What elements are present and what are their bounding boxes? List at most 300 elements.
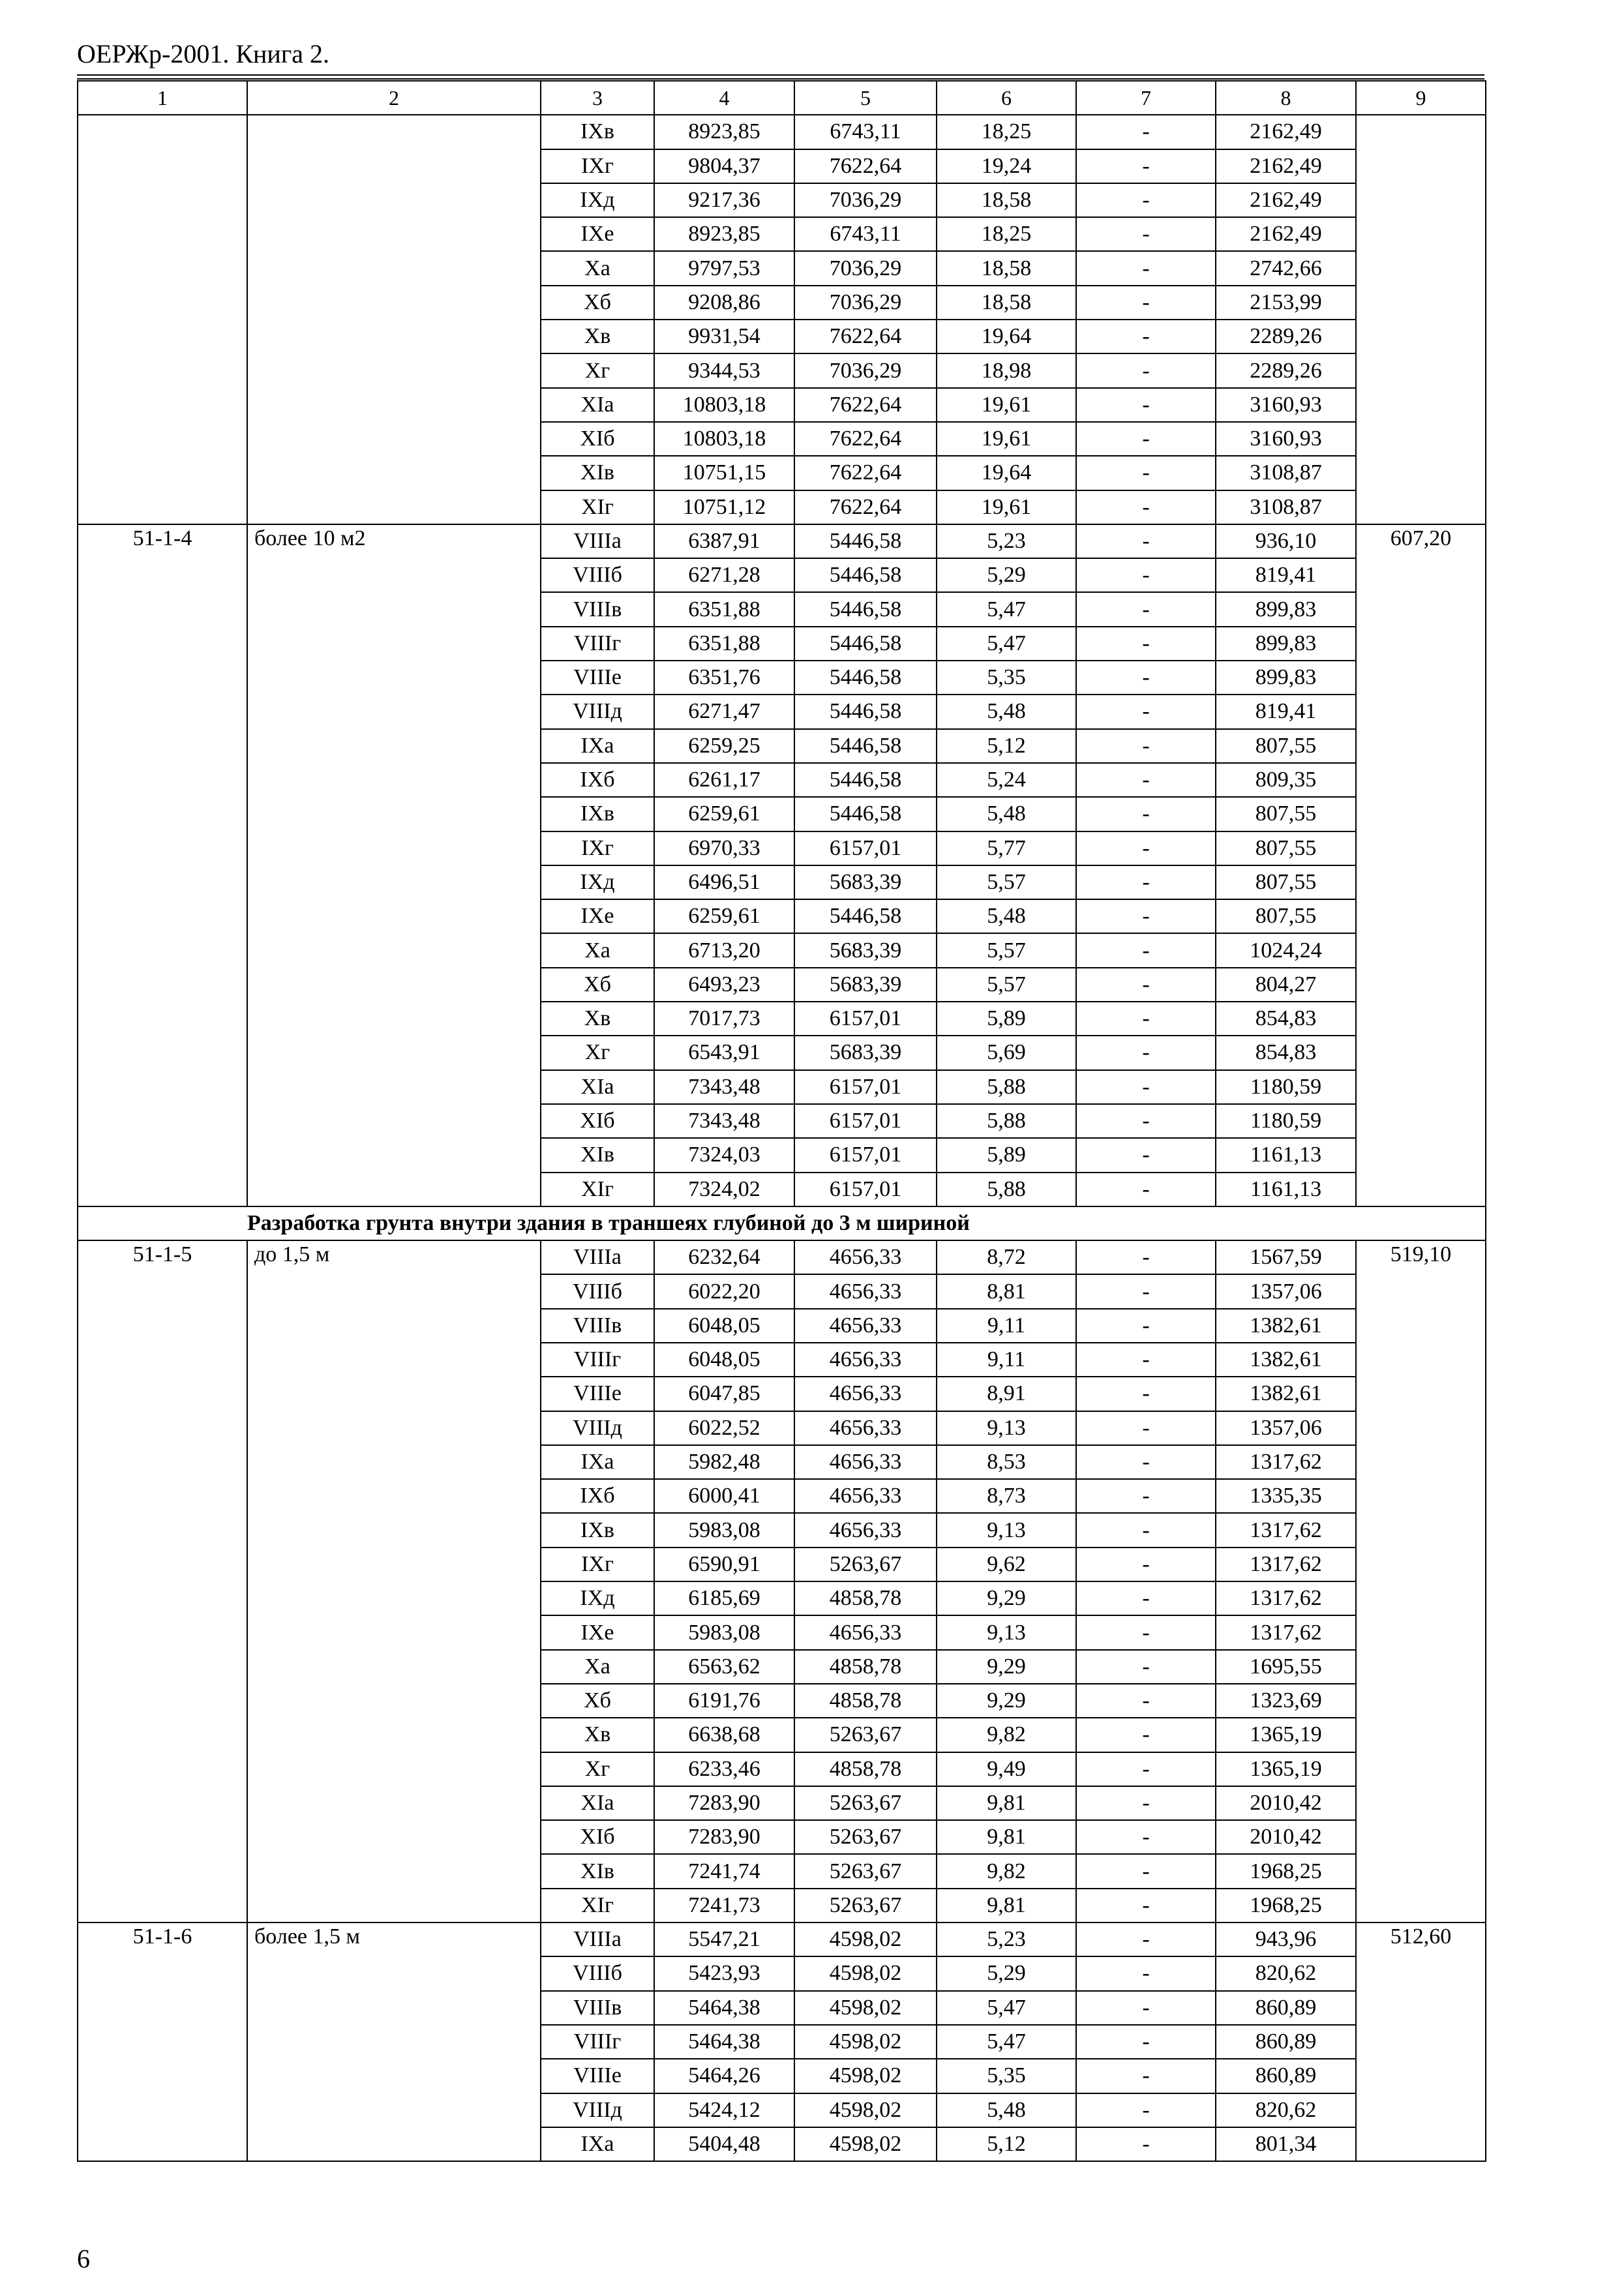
labor-cell: 5,47 — [937, 592, 1076, 626]
wages-cell: 7036,29 — [794, 353, 937, 387]
machine-cell: - — [1076, 217, 1216, 251]
labor-cell: 18,98 — [937, 353, 1076, 387]
labor-cell: 9,13 — [937, 1513, 1076, 1547]
labor-cell: 9,81 — [937, 1889, 1076, 1922]
wages-cell: 4598,02 — [794, 2093, 937, 2127]
wages-cell: 5446,58 — [794, 558, 937, 592]
grade-cell: IXа — [541, 729, 654, 763]
code-cell: 51-1-4 — [78, 524, 247, 1206]
cost-cell: 10803,18 — [654, 388, 794, 422]
machine-wages-cell: 820,62 — [1216, 2093, 1356, 2127]
grade-cell: IXе — [541, 217, 654, 251]
cost-cell: 6543,91 — [654, 1036, 794, 1070]
code-cell: 51-1-5 — [78, 1240, 247, 1922]
cost-cell: 9931,54 — [654, 320, 794, 353]
labor-cell: 9,13 — [937, 1615, 1076, 1649]
labor-cell: 8,81 — [937, 1274, 1076, 1308]
wages-cell: 6157,01 — [794, 1070, 937, 1104]
cost-cell: 6261,17 — [654, 763, 794, 797]
machine-wages-cell: 1317,62 — [1216, 1548, 1356, 1581]
grade-cell: IXе — [541, 1615, 654, 1649]
machine-cell: - — [1076, 968, 1216, 1002]
wages-cell: 4656,33 — [794, 1309, 937, 1343]
header-rule-top — [77, 74, 1484, 76]
machine-wages-cell: 1695,55 — [1216, 1650, 1356, 1684]
grade-cell: VIIIб — [541, 1956, 654, 1990]
machine-wages-cell: 807,55 — [1216, 831, 1356, 865]
machine-wages-cell: 1357,06 — [1216, 1411, 1356, 1445]
wages-cell: 7036,29 — [794, 183, 937, 217]
machine-wages-cell: 860,89 — [1216, 2025, 1356, 2059]
grade-cell: IXб — [541, 763, 654, 797]
grade-cell: VIIIа — [541, 524, 654, 558]
cost-cell: 6259,61 — [654, 797, 794, 831]
machine-wages-cell: 854,83 — [1216, 1036, 1356, 1070]
column-header: 3 — [541, 81, 654, 115]
cost-cell: 6048,05 — [654, 1309, 794, 1343]
grade-cell: VIIIб — [541, 1274, 654, 1308]
machine-cell: - — [1076, 1343, 1216, 1377]
machine-wages-cell: 807,55 — [1216, 797, 1356, 831]
labor-cell: 9,62 — [937, 1548, 1076, 1581]
wages-cell: 4858,78 — [794, 1752, 937, 1786]
machine-wages-cell: 2153,99 — [1216, 286, 1356, 320]
cost-cell: 6713,20 — [654, 933, 794, 967]
labor-cell: 5,24 — [937, 763, 1076, 797]
machine-wages-cell: 2010,42 — [1216, 1786, 1356, 1820]
machine-wages-cell: 1317,62 — [1216, 1513, 1356, 1547]
grade-cell: Xв — [541, 320, 654, 353]
grade-cell: VIIIв — [541, 1309, 654, 1343]
machine-wages-cell: 2162,49 — [1216, 149, 1356, 183]
grade-cell: IXв — [541, 115, 654, 149]
wages-cell: 7622,64 — [794, 149, 937, 183]
wages-cell: 4656,33 — [794, 1615, 937, 1649]
cost-cell: 6048,05 — [654, 1343, 794, 1377]
labor-cell: 19,61 — [937, 388, 1076, 422]
machine-cell: - — [1076, 1274, 1216, 1308]
cost-cell: 6047,85 — [654, 1377, 794, 1411]
labor-cell: 9,11 — [937, 1309, 1076, 1343]
wages-cell: 5446,58 — [794, 524, 937, 558]
machine-wages-cell: 899,83 — [1216, 661, 1356, 695]
cost-cell: 6590,91 — [654, 1548, 794, 1581]
labor-cell: 8,91 — [937, 1377, 1076, 1411]
wages-cell: 6157,01 — [794, 1138, 937, 1172]
wages-cell: 4656,33 — [794, 1479, 937, 1513]
machine-cell: - — [1076, 1513, 1216, 1547]
machine-cell: - — [1076, 2025, 1216, 2059]
labor-cell: 5,57 — [937, 968, 1076, 1002]
cost-cell: 7017,73 — [654, 1002, 794, 1036]
machine-wages-cell: 819,41 — [1216, 695, 1356, 728]
machine-cell: - — [1076, 1889, 1216, 1922]
machine-wages-cell: 1382,61 — [1216, 1343, 1356, 1377]
wages-cell: 5683,39 — [794, 1036, 937, 1070]
machine-cell: - — [1076, 1411, 1216, 1445]
machine-cell: - — [1076, 115, 1216, 149]
cost-cell: 6191,76 — [654, 1684, 794, 1718]
wages-cell: 5263,67 — [794, 1889, 937, 1922]
labor-cell: 5,48 — [937, 797, 1076, 831]
machine-cell: - — [1076, 1036, 1216, 1070]
column-header: 7 — [1076, 81, 1216, 115]
cost-cell: 6563,62 — [654, 1650, 794, 1684]
cost-cell: 6496,51 — [654, 865, 794, 899]
name-cell: более 1,5 м — [247, 1922, 541, 2161]
grade-cell: Xб — [541, 1684, 654, 1718]
wages-cell: 5446,58 — [794, 797, 937, 831]
machine-wages-cell: 1357,06 — [1216, 1274, 1356, 1308]
machine-cell: - — [1076, 1070, 1216, 1104]
cost-cell: 6233,46 — [654, 1752, 794, 1786]
machine-cell: - — [1076, 1445, 1216, 1479]
cost-cell: 5424,12 — [654, 2093, 794, 2127]
grade-cell: XIб — [541, 1820, 654, 1854]
machine-cell: - — [1076, 695, 1216, 728]
cost-cell: 6259,25 — [654, 729, 794, 763]
wages-cell: 5263,67 — [794, 1820, 937, 1854]
machine-cell: - — [1076, 661, 1216, 695]
cost-cell: 6493,23 — [654, 968, 794, 1002]
labor-cell: 19,64 — [937, 320, 1076, 353]
machine-wages-cell: 1317,62 — [1216, 1445, 1356, 1479]
grade-cell: VIIIа — [541, 1240, 654, 1274]
section-spacer — [78, 1206, 247, 1240]
machine-wages-cell: 1180,59 — [1216, 1070, 1356, 1104]
grade-cell: XIа — [541, 1786, 654, 1820]
machine-cell: - — [1076, 1956, 1216, 1990]
cost-cell: 9344,53 — [654, 353, 794, 387]
labor-cell: 18,58 — [937, 183, 1076, 217]
wages-cell: 5263,67 — [794, 1718, 937, 1752]
machine-wages-cell: 819,41 — [1216, 558, 1356, 592]
grade-cell: IXв — [541, 797, 654, 831]
grade-cell: XIа — [541, 388, 654, 422]
cost-cell: 9804,37 — [654, 149, 794, 183]
wages-cell: 6743,11 — [794, 217, 937, 251]
machine-wages-cell: 3160,93 — [1216, 388, 1356, 422]
wages-cell: 5446,58 — [794, 899, 937, 933]
cost-cell: 8923,85 — [654, 217, 794, 251]
labor-cell: 19,64 — [937, 456, 1076, 490]
code-cell: 51-1-6 — [78, 1922, 247, 2161]
machine-cell: - — [1076, 1615, 1216, 1649]
materials-cell: 512,60 — [1356, 1922, 1486, 2161]
wages-cell: 5263,67 — [794, 1854, 937, 1888]
grade-cell: IXб — [541, 1479, 654, 1513]
machine-cell: - — [1076, 558, 1216, 592]
grade-cell: XIг — [541, 490, 654, 524]
cost-cell: 5983,08 — [654, 1513, 794, 1547]
wages-cell: 6743,11 — [794, 115, 937, 149]
machine-cell: - — [1076, 1138, 1216, 1172]
grade-cell: VIIIв — [541, 1991, 654, 2025]
column-number-row — [78, 81, 1486, 115]
grade-cell: IXв — [541, 1513, 654, 1547]
wages-cell: 5446,58 — [794, 661, 937, 695]
grade-cell: VIIIд — [541, 1411, 654, 1445]
labor-cell: 8,73 — [937, 1479, 1076, 1513]
machine-wages-cell: 807,55 — [1216, 729, 1356, 763]
wages-cell: 4598,02 — [794, 2025, 937, 2059]
machine-cell: - — [1076, 1718, 1216, 1752]
machine-cell: - — [1076, 1002, 1216, 1036]
grade-cell: VIIIд — [541, 695, 654, 728]
machine-wages-cell: 3108,87 — [1216, 490, 1356, 524]
cost-cell: 5464,38 — [654, 2025, 794, 2059]
table-row — [78, 524, 1486, 558]
grade-cell: IXг — [541, 1548, 654, 1581]
labor-cell: 5,35 — [937, 661, 1076, 695]
document-header: ОЕРЖр-2001. Книга 2. — [77, 39, 329, 68]
machine-wages-cell: 3160,93 — [1216, 422, 1356, 456]
machine-wages-cell: 1382,61 — [1216, 1309, 1356, 1343]
labor-cell: 5,88 — [937, 1104, 1076, 1138]
machine-cell: - — [1076, 797, 1216, 831]
grade-cell: XIв — [541, 1138, 654, 1172]
machine-cell: - — [1076, 388, 1216, 422]
machine-wages-cell: 860,89 — [1216, 1991, 1356, 2025]
wages-cell: 6157,01 — [794, 831, 937, 865]
labor-cell: 5,23 — [937, 1922, 1076, 1956]
grade-cell: VIIIе — [541, 2059, 654, 2093]
machine-cell: - — [1076, 353, 1216, 387]
grade-cell: Xб — [541, 968, 654, 1002]
column-header: 4 — [654, 81, 794, 115]
cost-cell: 10803,18 — [654, 422, 794, 456]
name-cell: более 10 м2 — [247, 524, 541, 1206]
machine-wages-cell: 1382,61 — [1216, 1377, 1356, 1411]
machine-cell: - — [1076, 456, 1216, 490]
machine-cell: - — [1076, 729, 1216, 763]
cost-cell: 5464,26 — [654, 2059, 794, 2093]
cost-cell: 6232,64 — [654, 1240, 794, 1274]
table-row — [78, 115, 1486, 149]
machine-cell: - — [1076, 183, 1216, 217]
grade-cell: XIг — [541, 1173, 654, 1206]
machine-wages-cell: 860,89 — [1216, 2059, 1356, 2093]
machine-wages-cell: 1968,25 — [1216, 1889, 1356, 1922]
labor-cell: 5,47 — [937, 1991, 1076, 2025]
grade-cell: XIб — [541, 1104, 654, 1138]
grade-cell: XIб — [541, 422, 654, 456]
section-title: Разработка грунта внутри здания в траншеях глубиной до 3 м шириной — [247, 1206, 1356, 1240]
machine-cell: - — [1076, 1240, 1216, 1274]
cost-cell: 8923,85 — [654, 115, 794, 149]
labor-cell: 9,11 — [937, 1343, 1076, 1377]
materials-cell — [1356, 115, 1486, 524]
machine-wages-cell: 1161,13 — [1216, 1173, 1356, 1206]
labor-cell: 5,57 — [937, 933, 1076, 967]
cost-cell: 6271,28 — [654, 558, 794, 592]
name-cell — [247, 115, 541, 524]
labor-cell: 9,29 — [937, 1650, 1076, 1684]
machine-wages-cell: 801,34 — [1216, 2127, 1356, 2161]
wages-cell: 4858,78 — [794, 1650, 937, 1684]
wages-cell: 6157,01 — [794, 1002, 937, 1036]
machine-wages-cell: 2162,49 — [1216, 183, 1356, 217]
cost-cell: 5983,08 — [654, 1615, 794, 1649]
grade-cell: XIв — [541, 1854, 654, 1888]
labor-cell: 5,88 — [937, 1173, 1076, 1206]
machine-wages-cell: 1317,62 — [1216, 1615, 1356, 1649]
cost-cell: 9797,53 — [654, 251, 794, 285]
machine-wages-cell: 1180,59 — [1216, 1104, 1356, 1138]
cost-cell: 5982,48 — [654, 1445, 794, 1479]
machine-cell: - — [1076, 1548, 1216, 1581]
machine-wages-cell: 2162,49 — [1216, 217, 1356, 251]
labor-cell: 5,35 — [937, 2059, 1076, 2093]
grade-cell: VIIIб — [541, 558, 654, 592]
grade-cell: IXд — [541, 865, 654, 899]
labor-cell: 19,61 — [937, 422, 1076, 456]
wages-cell: 4858,78 — [794, 1581, 937, 1615]
column-header: 6 — [937, 81, 1076, 115]
labor-cell: 5,47 — [937, 2025, 1076, 2059]
cost-cell: 6022,20 — [654, 1274, 794, 1308]
column-header: 5 — [794, 81, 937, 115]
machine-cell: - — [1076, 865, 1216, 899]
machine-wages-cell: 809,35 — [1216, 763, 1356, 797]
cost-cell: 7241,73 — [654, 1889, 794, 1922]
wages-cell: 6157,01 — [794, 1173, 937, 1206]
wages-cell: 4858,78 — [794, 1684, 937, 1718]
cost-cell: 6022,52 — [654, 1411, 794, 1445]
grade-cell: VIIIг — [541, 627, 654, 661]
labor-cell: 5,48 — [937, 695, 1076, 728]
machine-cell: - — [1076, 592, 1216, 626]
labor-cell: 5,23 — [937, 524, 1076, 558]
labor-cell: 9,82 — [937, 1718, 1076, 1752]
section-spacer — [1356, 1206, 1486, 1240]
grade-cell: Xг — [541, 353, 654, 387]
labor-cell: 18,58 — [937, 286, 1076, 320]
cost-cell: 9208,86 — [654, 286, 794, 320]
cost-cell: 6259,61 — [654, 899, 794, 933]
wages-cell: 4598,02 — [794, 1922, 937, 1956]
machine-cell: - — [1076, 1820, 1216, 1854]
wages-cell: 4656,33 — [794, 1240, 937, 1274]
labor-cell: 5,57 — [937, 865, 1076, 899]
wages-cell: 4656,33 — [794, 1343, 937, 1377]
machine-cell: - — [1076, 933, 1216, 967]
cost-cell: 6000,41 — [654, 1479, 794, 1513]
labor-cell: 5,47 — [937, 627, 1076, 661]
machine-cell: - — [1076, 831, 1216, 865]
wages-cell: 5683,39 — [794, 865, 937, 899]
wages-cell: 4656,33 — [794, 1513, 937, 1547]
machine-wages-cell: 1968,25 — [1216, 1854, 1356, 1888]
labor-cell: 5,48 — [937, 2093, 1076, 2127]
wages-cell: 5446,58 — [794, 729, 937, 763]
machine-cell: - — [1076, 627, 1216, 661]
grade-cell: Xв — [541, 1002, 654, 1036]
grade-cell: IXд — [541, 1581, 654, 1615]
machine-wages-cell: 943,96 — [1216, 1922, 1356, 1956]
machine-wages-cell: 807,55 — [1216, 865, 1356, 899]
wages-cell: 4656,33 — [794, 1274, 937, 1308]
machine-wages-cell: 2289,26 — [1216, 320, 1356, 353]
machine-cell: - — [1076, 2059, 1216, 2093]
machine-cell: - — [1076, 490, 1216, 524]
wages-cell: 5683,39 — [794, 968, 937, 1002]
wages-cell: 7622,64 — [794, 320, 937, 353]
grade-cell: VIIIг — [541, 1343, 654, 1377]
machine-wages-cell: 804,27 — [1216, 968, 1356, 1002]
machine-wages-cell: 899,83 — [1216, 592, 1356, 626]
labor-cell: 5,29 — [937, 558, 1076, 592]
header-rule-bottom — [77, 78, 1484, 80]
machine-cell: - — [1076, 1991, 1216, 2025]
machine-wages-cell: 2742,66 — [1216, 251, 1356, 285]
table-body — [78, 115, 1486, 2161]
machine-cell: - — [1076, 1786, 1216, 1820]
column-header: 9 — [1356, 81, 1486, 115]
labor-cell: 9,49 — [937, 1752, 1076, 1786]
machine-cell: - — [1076, 1104, 1216, 1138]
machine-cell: - — [1076, 1650, 1216, 1684]
cost-cell: 7283,90 — [654, 1786, 794, 1820]
labor-cell: 19,61 — [937, 490, 1076, 524]
machine-wages-cell: 3108,87 — [1216, 456, 1356, 490]
machine-wages-cell: 1323,69 — [1216, 1684, 1356, 1718]
section-row — [78, 1206, 1486, 1240]
grade-cell: Xг — [541, 1752, 654, 1786]
column-header: 1 — [78, 81, 247, 115]
wages-cell: 5263,67 — [794, 1548, 937, 1581]
machine-cell: - — [1076, 1854, 1216, 1888]
machine-wages-cell: 1161,13 — [1216, 1138, 1356, 1172]
grade-cell: IXг — [541, 149, 654, 183]
labor-cell: 5,48 — [937, 899, 1076, 933]
wages-cell: 4656,33 — [794, 1411, 937, 1445]
labor-cell: 18,25 — [937, 217, 1076, 251]
name-cell: до 1,5 м — [247, 1240, 541, 1922]
machine-cell: - — [1076, 899, 1216, 933]
table-row — [78, 1922, 1486, 1956]
cost-cell: 10751,15 — [654, 456, 794, 490]
column-header: 2 — [247, 81, 541, 115]
wages-cell: 7622,64 — [794, 388, 937, 422]
wages-cell: 6157,01 — [794, 1104, 937, 1138]
cost-cell: 5404,48 — [654, 2127, 794, 2161]
machine-wages-cell: 2162,49 — [1216, 115, 1356, 149]
grade-cell: IXе — [541, 899, 654, 933]
labor-cell: 9,81 — [937, 1786, 1076, 1820]
machine-cell: - — [1076, 1377, 1216, 1411]
cost-cell: 5464,38 — [654, 1991, 794, 2025]
column-header: 8 — [1216, 81, 1356, 115]
machine-cell: - — [1076, 2127, 1216, 2161]
machine-cell: - — [1076, 1752, 1216, 1786]
wages-cell: 5263,67 — [794, 1786, 937, 1820]
wages-cell: 5446,58 — [794, 627, 937, 661]
labor-cell: 5,89 — [937, 1002, 1076, 1036]
cost-cell: 5423,93 — [654, 1956, 794, 1990]
wages-cell: 7036,29 — [794, 251, 937, 285]
grade-cell: VIIIа — [541, 1922, 654, 1956]
cost-cell: 6271,47 — [654, 695, 794, 728]
labor-cell: 18,25 — [937, 115, 1076, 149]
code-cell — [78, 115, 247, 524]
machine-cell: - — [1076, 1173, 1216, 1206]
table-row — [78, 1240, 1486, 1274]
machine-cell: - — [1076, 422, 1216, 456]
machine-cell: - — [1076, 524, 1216, 558]
machine-wages-cell: 1317,62 — [1216, 1581, 1356, 1615]
grade-cell: Xв — [541, 1718, 654, 1752]
